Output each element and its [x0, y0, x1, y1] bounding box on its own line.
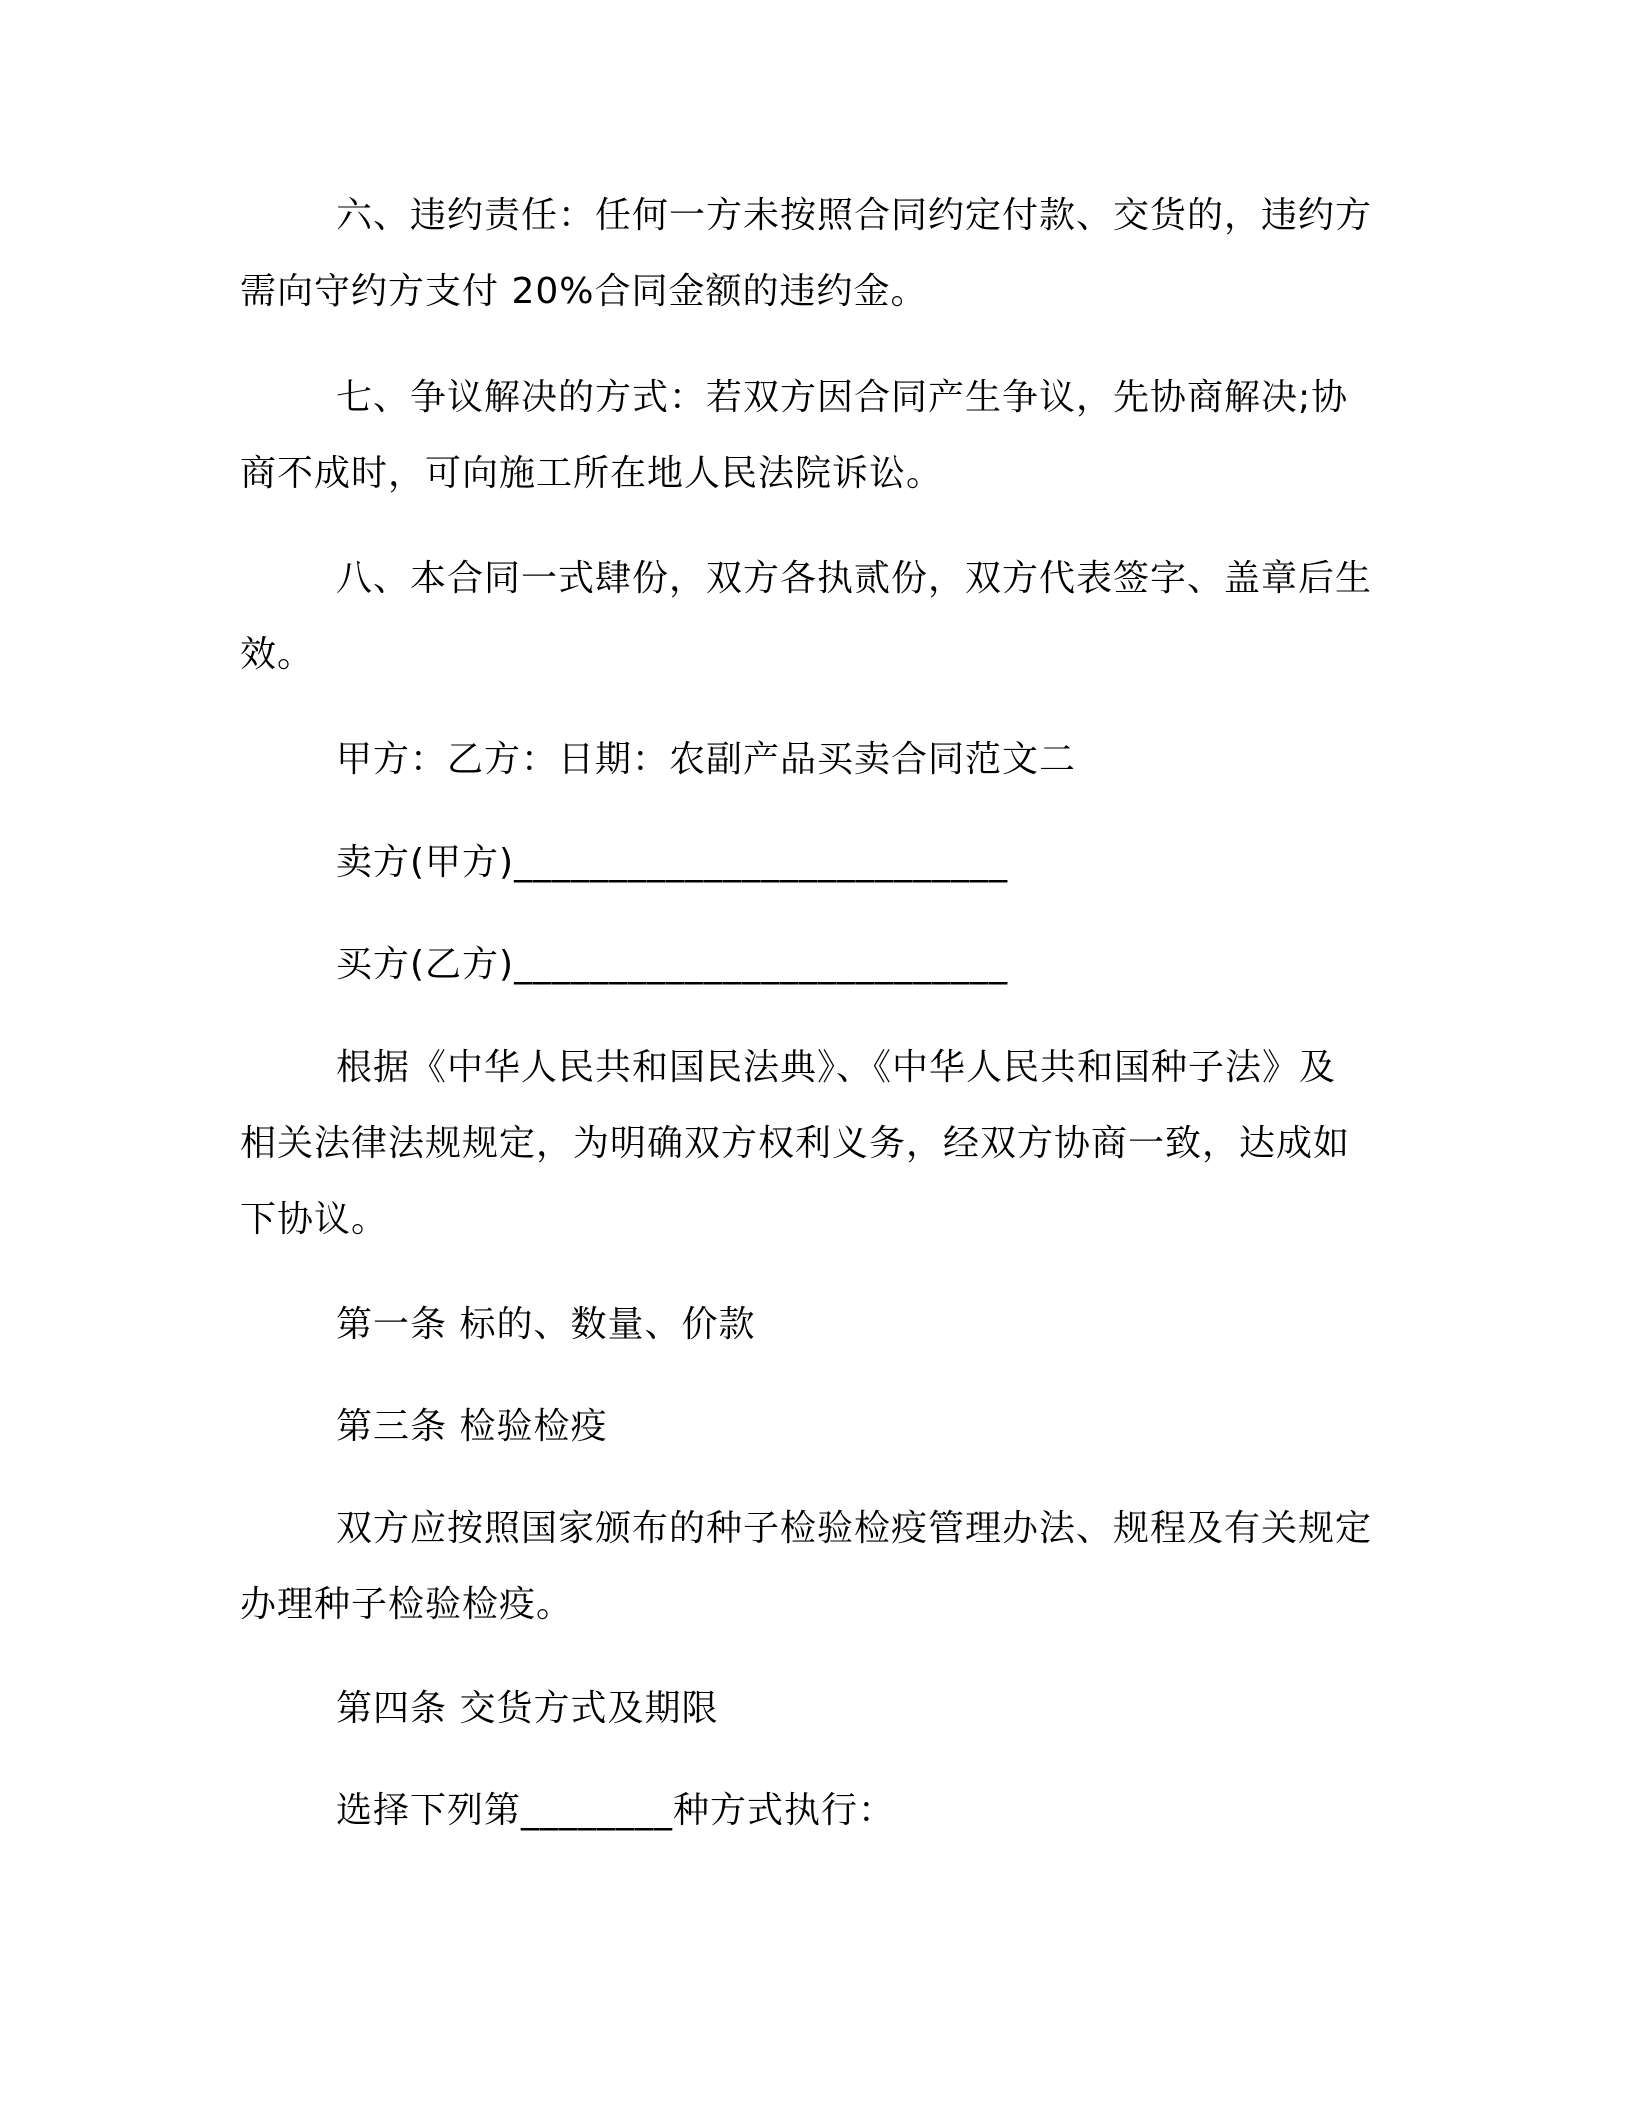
paragraph-line: 卖方(甲方)__________________________ [336, 842, 1009, 883]
signature-line-and-title [240, 722, 1390, 798]
paragraph-line: 第四条 交货方式及期限 [336, 1688, 719, 1729]
article-3-body [240, 1491, 1390, 1643]
article-4-heading [240, 1671, 1390, 1747]
paragraph-line: 八、本合同一式肆份，双方各执贰份，双方代表签字、盖章后生 [336, 558, 1373, 599]
paragraph-line: 第三条 检验检疫 [336, 1406, 608, 1447]
paragraph-line: 买方(乙方)__________________________ [336, 944, 1009, 985]
article-1-heading [240, 1287, 1390, 1363]
clause-6-breach-liability [240, 178, 1390, 330]
paragraph-line: 商不成时，可向施工所在地人民法院诉讼。 [240, 453, 944, 494]
paragraph-line: 双方应按照国家颁布的种子检验检疫管理办法、规程及有关规定 [336, 1508, 1373, 1549]
paragraph-line: 办理种子检验检疫。 [240, 1584, 574, 1625]
delivery-option-line [240, 1773, 1390, 1849]
paragraph-line: 六、违约责任：任何一方未按照合同约定付款、交货的，违约方 [336, 195, 1373, 236]
preamble [240, 1030, 1390, 1258]
seller-field [240, 825, 1390, 901]
clause-7-dispute-resolution [240, 360, 1390, 512]
paragraph-line: 根据《中华人民共和国民法典》、《中华人民共和国种子法》及 [336, 1047, 1337, 1088]
paragraph-line: 七、争议解决的方式：若双方因合同产生争议，先协商解决;协 [336, 377, 1349, 418]
paragraph-line: 相关法律法规规定，为明确双方权利义务，经双方协商一致，达成如 [240, 1123, 1351, 1164]
paragraph-line: 效。 [240, 634, 315, 675]
buyer-field [240, 927, 1390, 1003]
paragraph-line: 第一条 标的、数量、价款 [336, 1304, 756, 1345]
clause-8-copies [240, 541, 1390, 693]
paragraph-line: 需向守约方支付 20%合同金额的违约金。 [240, 271, 928, 312]
article-3-heading [240, 1389, 1390, 1465]
paragraph-line: 选择下列第________种方式执行： [336, 1790, 896, 1831]
paragraph-line: 下协议。 [240, 1199, 389, 1240]
paragraph-line: 甲方：乙方：日期：农副产品买卖合同范文二 [336, 739, 1077, 780]
